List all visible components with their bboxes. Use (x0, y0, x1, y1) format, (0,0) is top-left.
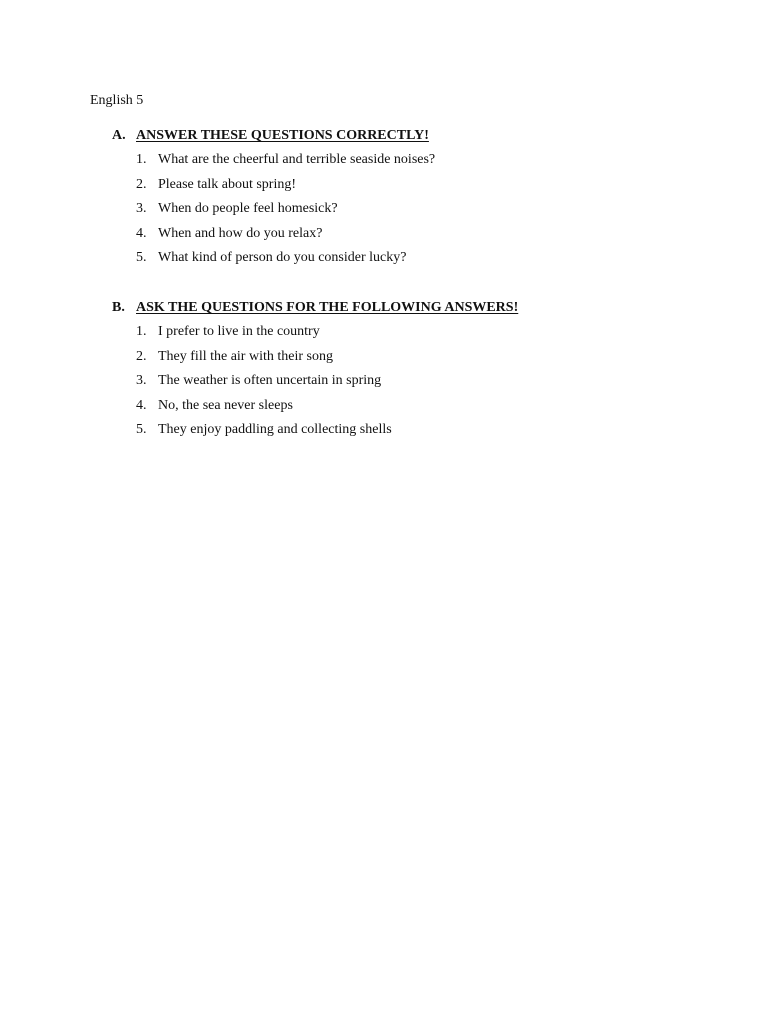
item-text: Please talk about spring! (158, 176, 297, 192)
section-header (112, 299, 732, 319)
list-item (112, 249, 732, 274)
document-title: English 5 (90, 93, 144, 108)
item-number: 4. (136, 225, 147, 241)
list-item (112, 225, 732, 250)
item-number: 3. (136, 373, 147, 389)
list-item (112, 176, 732, 201)
section-b (112, 299, 732, 446)
item-number: 2. (136, 348, 147, 364)
item-number: 5. (136, 422, 147, 438)
item-text: They enjoy paddling and collecting shells (158, 422, 392, 438)
item-text: What kind of person do you consider lucky? (158, 250, 407, 266)
item-text: I prefer to live in the country (158, 324, 320, 339)
list-item (112, 151, 732, 176)
item-number: 1. (136, 152, 147, 167)
question-list (112, 151, 732, 274)
list-item (112, 372, 732, 397)
item-text: When do people feel homesick? (158, 201, 338, 217)
item-number: 3. (136, 201, 147, 217)
list-item (112, 200, 732, 225)
item-text: No, the sea never sleeps (158, 397, 293, 413)
section-heading: ANSWER THESE QUESTIONS CORRECTLY! (136, 128, 429, 143)
list-item (112, 323, 732, 348)
item-text: What are the cheerful and terrible seaside noises? (158, 152, 436, 167)
section-letter: B. (112, 300, 125, 315)
item-number: 4. (136, 397, 147, 413)
section-letter: A. (112, 128, 126, 143)
item-text: When and how do you relax? (158, 225, 323, 241)
item-text: The weather is often uncertain in spring (158, 373, 382, 389)
section-a (112, 127, 732, 274)
item-number: 5. (136, 250, 147, 266)
answer-list (112, 323, 732, 446)
list-item (112, 421, 732, 446)
item-number: 1. (136, 324, 147, 339)
item-number: 2. (136, 176, 147, 192)
list-item (112, 397, 732, 422)
item-text: They fill the air with their song (158, 348, 333, 364)
section-heading: ASK THE QUESTIONS FOR THE FOLLOWING ANSWERS! (136, 300, 519, 315)
list-item (112, 348, 732, 373)
section-header (112, 127, 732, 147)
